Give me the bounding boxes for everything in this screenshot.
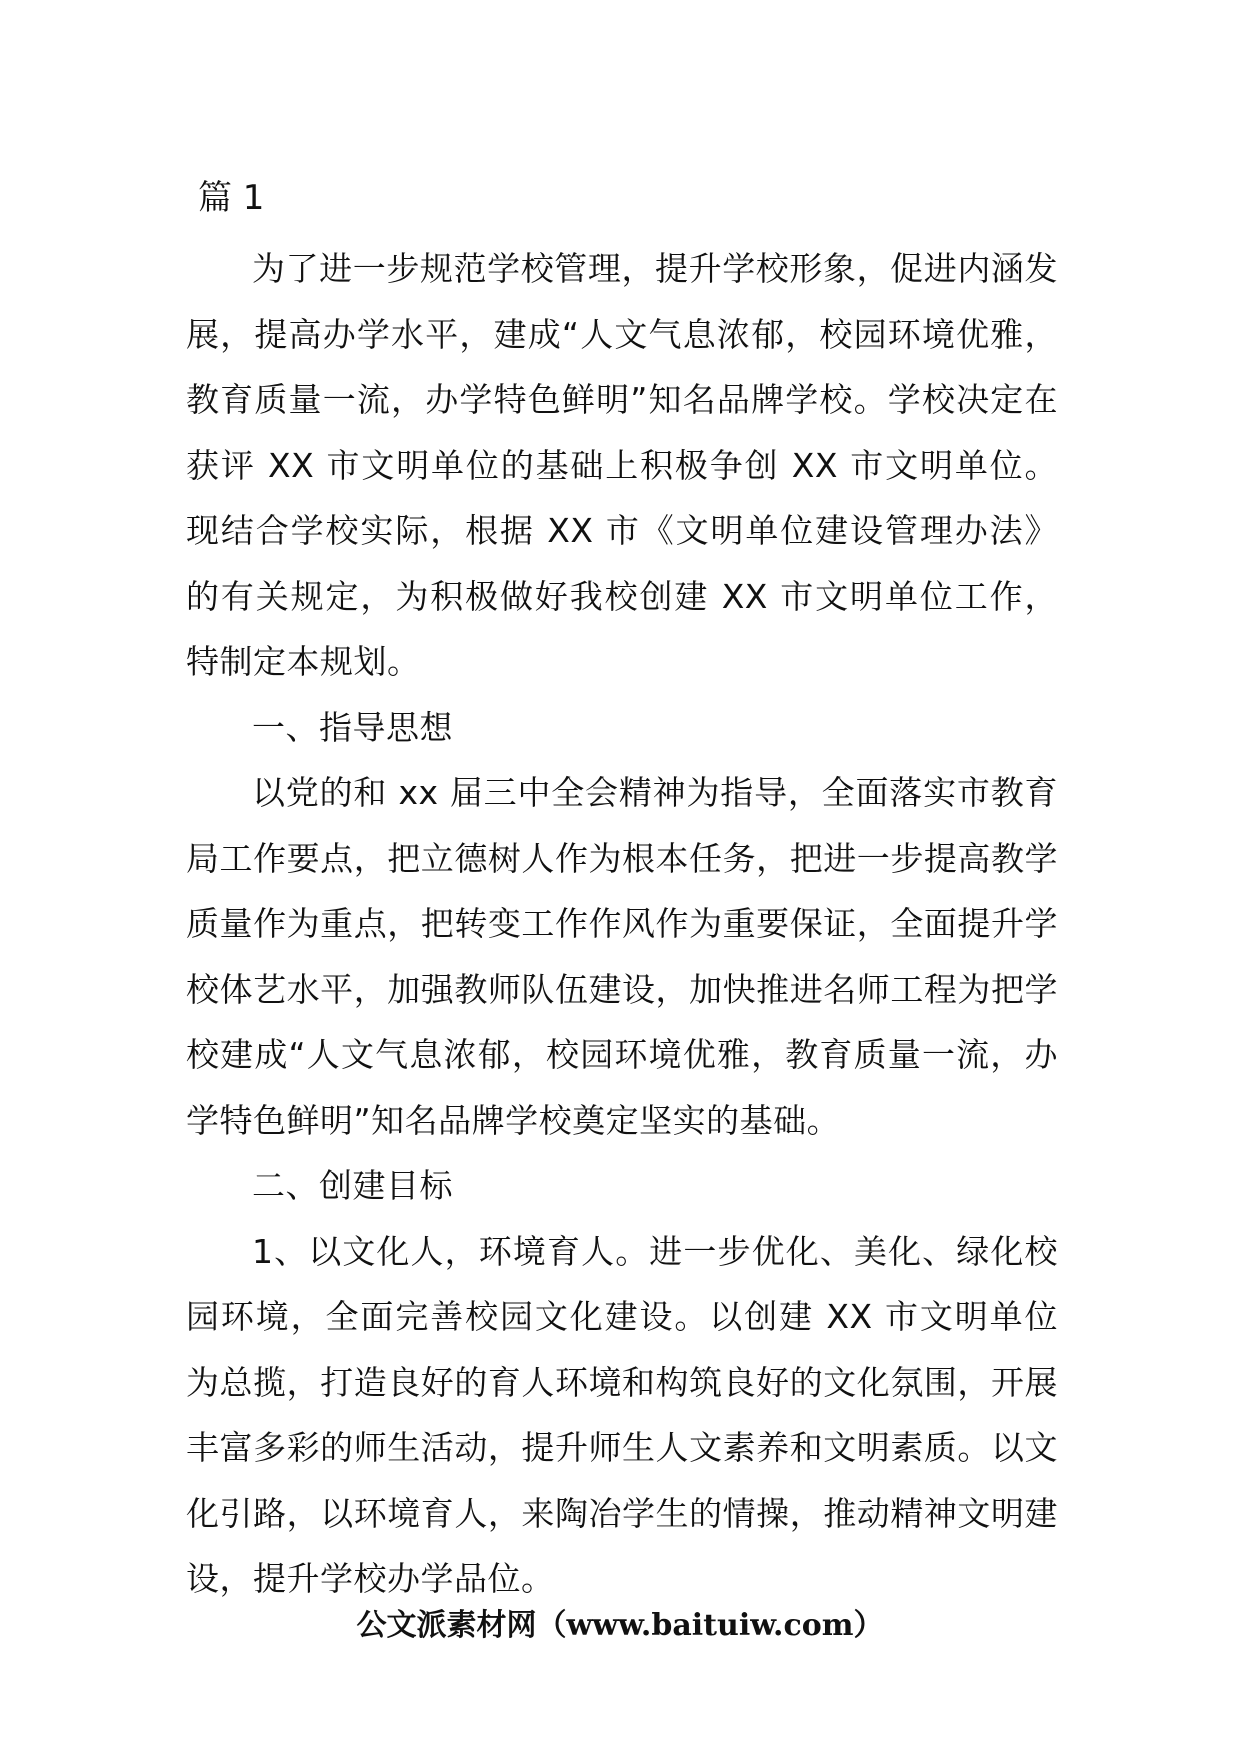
guiding-ideology-paragraph: 以党的和 xx 届三中全会精神为指导，全面落实市教育局工作要点，把立德树人作为根本任务，把进一步提高教学质量作为重点，把转变工作作风作为重要保证，全面提升学校体艺水平，加强教师队伍建设，加快推进名师工程为把学校建成“人文气息浓郁，校园环境优雅，教育质量一流，办学特色鲜明”知名品牌学校奠定坚实的基础。 — [186, 773, 1058, 1140]
intro-paragraph: 为了进一步规范学校管理，提升学校形象，促进内涵发展，提高办学水平，建成“人文气息浓郁，校园环境优雅，教育质量一流，办学特色鲜明”知名品牌学校。学校决定在获评 XX 市文明单位的基础上积极争创 XX 市文明单位。现结合学校实际，根据 XX 市《文明单位建设管理办法》的有关规定，为积极做好我校创建 XX 市文明单位工作，特制定本规划。 — [186, 249, 1058, 681]
section-heading-goals: 二、创建目标 — [252, 1166, 453, 1205]
goal-1-paragraph: 1、以文化人，环境育人。进一步优化、美化、绿化校园环境，全面完善校园文化建设。以创建 XX 市文明单位为总揽，打造良好的育人环境和构筑良好的文化氛围，开展丰富多彩的师生活动，提升师生人文素养和文明素质。以文化引路，以环境育人，来陶冶学生的情操，推动精神文明建设，提升学校办学品位。 — [186, 1231, 1058, 1598]
document-body — [186, 236, 1058, 1612]
document-heading: 篇 1 — [198, 178, 265, 218]
section-heading-guiding-ideology: 一、指导思想 — [252, 707, 453, 747]
footer-watermark: 公文派素材网（www.baituiw.com） — [356, 1608, 884, 1643]
